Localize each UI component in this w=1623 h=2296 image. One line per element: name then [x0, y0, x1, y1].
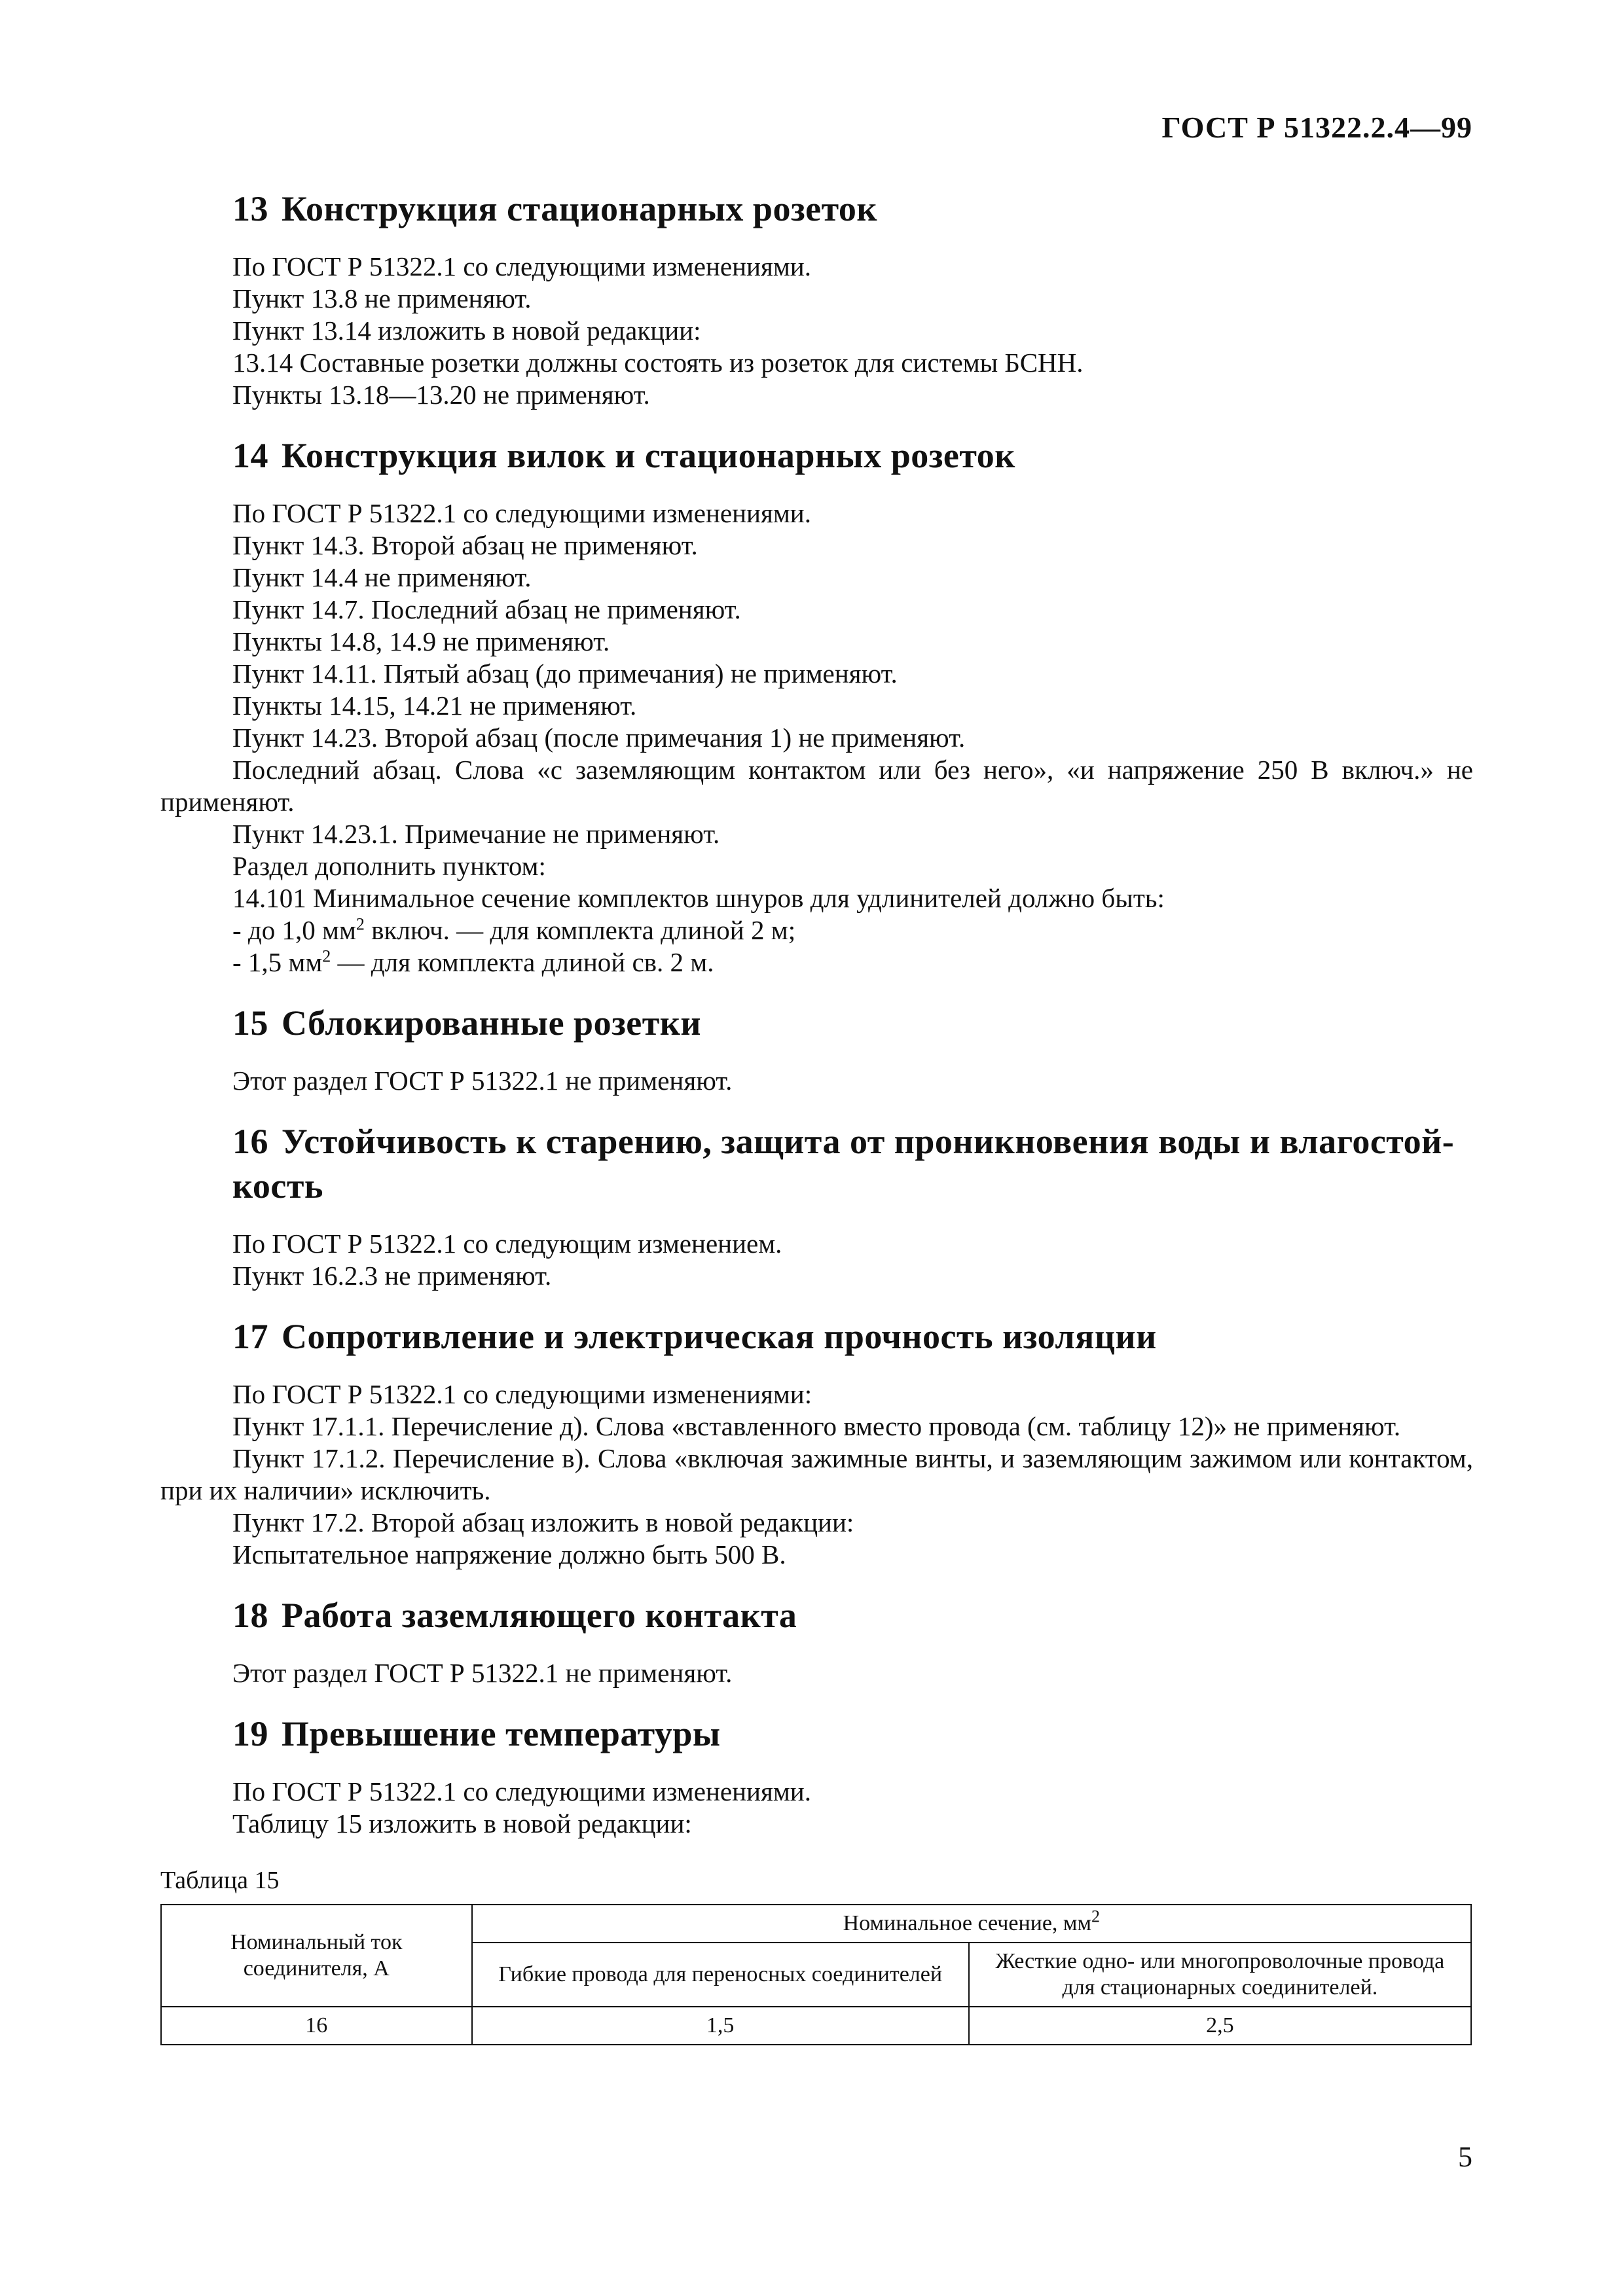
- header-cell-flexible: Гибкие провода для переносных соединителей: [472, 1943, 969, 2007]
- text-line: По ГОСТ Р 51322.1 со следующими изменениями.: [232, 1776, 811, 1806]
- text-line: По ГОСТ Р 51322.1 со следующим изменением.: [232, 1229, 782, 1259]
- table-cell: 16: [161, 2007, 472, 2045]
- list-item: [160, 914, 1473, 946]
- text-line: 14.101 Минимальное сечение комплектов шнуров для удлинителей должно быть:: [232, 883, 1165, 913]
- text-line: Пункт 14.4 не применяют.: [232, 562, 532, 592]
- section-title-line-1: Устойчивость к старению, защита от проникновения воды и влагостой-: [282, 1122, 1455, 1161]
- page-number: 5: [1458, 2141, 1472, 2173]
- text-paragraph: Пункт 17.1.2. Перечисление в). Слова «включая зажимные винты, и заземляющим зажимом или контактом, при их наличии» исключить.: [160, 1443, 1473, 1505]
- section-heading: [160, 1314, 1473, 1359]
- table-cell: 2,5: [969, 2007, 1471, 2045]
- text-line: Пункт 16.2.3 не применяют.: [232, 1261, 552, 1291]
- text-line: Пункт 14.11. Пятый абзац (до примечания) не применяют.: [232, 658, 898, 689]
- section-number: 18: [232, 1596, 268, 1635]
- section-heading: [160, 1001, 1473, 1045]
- text-line: Пункт 14.7. Последний абзац не применяют.: [232, 594, 741, 624]
- section-title: Конструкция стационарных розеток: [282, 189, 878, 228]
- text-line: Пункты 13.18—13.20 не применяют.: [232, 380, 650, 410]
- section-number: 16: [232, 1122, 268, 1161]
- section-14: [160, 433, 1473, 978]
- section-title: Сблокированные розетки: [282, 1003, 701, 1043]
- text-paragraph: Пункт 17.1.1. Перечисление д). Слова «вставленного вместо провода (см. таблицу 12)» не применяют.: [232, 1411, 1401, 1441]
- superscript: 2: [356, 914, 365, 934]
- page-content: [160, 187, 1473, 2045]
- section-18: [160, 1593, 1473, 1689]
- text-line: Таблицу 15 изложить в новой редакции:: [232, 1808, 692, 1839]
- text-line: Пункт 14.23.1. Примечание не применяют.: [232, 819, 720, 849]
- list-item-text: — для комплекта длиной св. 2 м.: [331, 947, 714, 977]
- text-line: Пункт 13.14 изложить в новой редакции:: [232, 315, 701, 346]
- section-number: 14: [232, 436, 268, 475]
- text-line: Этот раздел ГОСТ Р 51322.1 не применяют.: [232, 1066, 733, 1096]
- text-line: Пункты 14.15, 14.21 не применяют.: [232, 691, 637, 721]
- text-line: Испытательное напряжение должно быть 500 В.: [232, 1539, 786, 1570]
- section-title: Сопротивление и электрическая прочность изоляции: [282, 1317, 1157, 1356]
- section-heading: [160, 187, 1473, 231]
- section-heading: [160, 433, 1473, 478]
- text-line: Пункт 13.8 не применяют.: [232, 283, 532, 314]
- list-item: [160, 946, 1473, 978]
- text-line: Пункты 14.8, 14.9 не применяют.: [232, 626, 610, 656]
- section-17: [160, 1314, 1473, 1571]
- table-15: [160, 1904, 1472, 2045]
- superscript: 2: [322, 946, 331, 966]
- section-number: 17: [232, 1317, 268, 1356]
- header-cell-cross-section: [472, 1905, 1471, 1943]
- text-line: Этот раздел ГОСТ Р 51322.1 не применяют.: [232, 1658, 733, 1688]
- header-cell-rigid: Жесткие одно- или многопроволочные провода для стационарных соединителей.: [969, 1943, 1471, 2007]
- section-number: 13: [232, 189, 268, 228]
- section-number: 19: [232, 1714, 268, 1753]
- table-row: [161, 2007, 1471, 2045]
- list-item-text: включ. — для комплекта длиной 2 м;: [364, 915, 796, 945]
- list-item-text: - 1,5 мм: [232, 947, 323, 977]
- list-item-text: - до 1,0 мм: [232, 915, 356, 945]
- text-line: По ГОСТ Р 51322.1 со следующими изменениями.: [232, 251, 811, 281]
- text-line: Пункт 14.23. Второй абзац (после примечания 1) не применяют.: [232, 723, 966, 753]
- section-title: Конструкция вилок и стационарных розеток: [282, 436, 1015, 475]
- table-cell: 1,5: [472, 2007, 969, 2045]
- section-16: [160, 1119, 1473, 1292]
- section-13: [160, 187, 1473, 411]
- section-title: Превышение температуры: [282, 1714, 721, 1753]
- text-line: По ГОСТ Р 51322.1 со следующими изменениями.: [232, 498, 811, 528]
- document-header: ГОСТ Р 51322.2.4—99: [1161, 111, 1472, 144]
- section-19: [160, 1712, 1473, 1840]
- text-line: Пункт 14.3. Второй абзац не применяют.: [232, 530, 698, 560]
- header-text: Номинальное сечение, мм: [843, 1911, 1091, 1935]
- section-title: Работа заземляющего контакта: [282, 1596, 797, 1635]
- section-title-line-2: кость: [232, 1166, 323, 1206]
- section-number: 15: [232, 1003, 268, 1043]
- text-line: Раздел дополнить пунктом:: [232, 851, 546, 881]
- header-cell-current: Номинальный ток соединителя, А: [161, 1905, 472, 2007]
- text-line: 13.14 Составные розетки должны состоять из розеток для системы БСНН.: [232, 348, 1084, 378]
- superscript: 2: [1091, 1907, 1100, 1926]
- text-line: По ГОСТ Р 51322.1 со следующими изменениями:: [232, 1379, 812, 1409]
- text-paragraph: Последний абзац. Слова «с заземляющим контактом или без него», «и напряжение 250 В включ.» не применяют.: [160, 755, 1473, 817]
- text-line: Пункт 17.2. Второй абзац изложить в новой редакции:: [232, 1507, 854, 1537]
- section-heading: [160, 1712, 1473, 1756]
- section-heading: [160, 1119, 1473, 1208]
- table-caption: Таблица 15: [160, 1867, 280, 1894]
- table-header-row: [161, 1905, 1471, 1943]
- section-heading: [160, 1593, 1473, 1638]
- section-15: [160, 1001, 1473, 1097]
